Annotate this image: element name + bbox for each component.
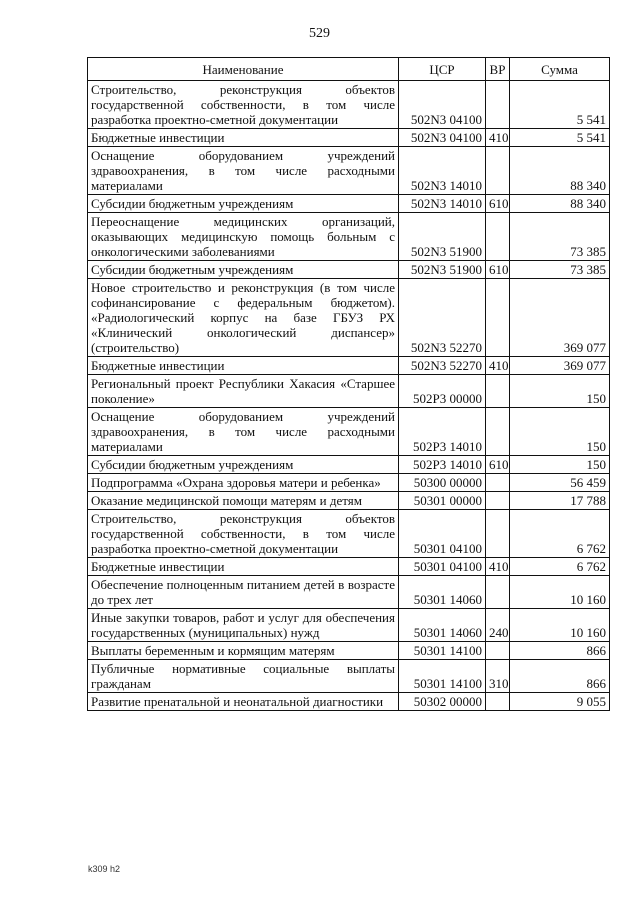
table-row bbox=[88, 81, 610, 129]
cell-vr bbox=[486, 81, 510, 129]
cell-name: Новое строительство и реконструкция (в том числе софинансирование с федеральным бюджетом). «Радиологический корпус на базе ГБУЗ РХ «Клинический онкологический диспансер» (строительство) bbox=[88, 279, 399, 357]
cell-sum: 6 762 bbox=[510, 510, 610, 558]
footer-code: k309 h2 bbox=[88, 864, 121, 874]
cell-vr: 610 bbox=[486, 261, 510, 279]
cell-csr: 50301 14060 bbox=[399, 576, 486, 609]
cell-csr: 502N3 51900 bbox=[399, 261, 486, 279]
cell-vr bbox=[486, 576, 510, 609]
cell-name: Строительство, реконструкция объектов государственной собственности, в том числе разработка проектно-сметной документации bbox=[88, 510, 399, 558]
cell-name: Субсидии бюджетным учреждениям bbox=[88, 261, 399, 279]
cell-csr: 50300 00000 bbox=[399, 474, 486, 492]
cell-csr: 50301 14100 bbox=[399, 660, 486, 693]
cell-vr bbox=[486, 213, 510, 261]
table-row bbox=[88, 456, 610, 474]
cell-csr: 502N3 04100 bbox=[399, 81, 486, 129]
table-row bbox=[88, 693, 610, 711]
header-csr: ЦСР bbox=[399, 58, 486, 81]
cell-vr bbox=[486, 375, 510, 408]
cell-name: Региональный проект Республики Хакасия «Старшее поколение» bbox=[88, 375, 399, 408]
table-row bbox=[88, 576, 610, 609]
table-row bbox=[88, 129, 610, 147]
cell-name: Бюджетные инвестиции bbox=[88, 558, 399, 576]
cell-csr: 502N3 14010 bbox=[399, 195, 486, 213]
table-row bbox=[88, 195, 610, 213]
cell-name: Публичные нормативные социальные выплаты гражданам bbox=[88, 660, 399, 693]
cell-name: Субсидии бюджетным учреждениям bbox=[88, 195, 399, 213]
cell-name: Подпрограмма «Охрана здоровья матери и ребенка» bbox=[88, 474, 399, 492]
cell-csr: 50301 14060 bbox=[399, 609, 486, 642]
table-row bbox=[88, 408, 610, 456]
table-header-row bbox=[88, 58, 610, 81]
cell-name: Выплаты беременным и кормящим матерям bbox=[88, 642, 399, 660]
header-name: Наименование bbox=[88, 58, 399, 81]
table-row bbox=[88, 642, 610, 660]
cell-sum: 150 bbox=[510, 375, 610, 408]
cell-vr bbox=[486, 693, 510, 711]
cell-name: Субсидии бюджетным учреждениям bbox=[88, 456, 399, 474]
cell-name: Обеспечение полноценным питанием детей в возрасте до трех лет bbox=[88, 576, 399, 609]
table-row bbox=[88, 279, 610, 357]
cell-csr: 50301 00000 bbox=[399, 492, 486, 510]
cell-vr: 610 bbox=[486, 195, 510, 213]
cell-csr: 502N3 52270 bbox=[399, 279, 486, 357]
cell-csr: 502N3 51900 bbox=[399, 213, 486, 261]
cell-sum: 369 077 bbox=[510, 357, 610, 375]
cell-vr bbox=[486, 642, 510, 660]
cell-vr bbox=[486, 279, 510, 357]
cell-name: Оснащение оборудованием учреждений здравоохранения, в том числе расходными материалами bbox=[88, 147, 399, 195]
cell-sum: 10 160 bbox=[510, 576, 610, 609]
cell-sum: 6 762 bbox=[510, 558, 610, 576]
cell-sum: 5 541 bbox=[510, 81, 610, 129]
cell-sum: 88 340 bbox=[510, 147, 610, 195]
cell-sum: 9 055 bbox=[510, 693, 610, 711]
cell-sum: 56 459 bbox=[510, 474, 610, 492]
cell-name: Строительство, реконструкция объектов государственной собственности, в том числе разработка проектно-сметной документации bbox=[88, 81, 399, 129]
cell-csr: 502P3 14010 bbox=[399, 456, 486, 474]
cell-vr bbox=[486, 147, 510, 195]
table-row bbox=[88, 357, 610, 375]
cell-name: Иные закупки товаров, работ и услуг для обеспечения государственных (муниципальных) нужд bbox=[88, 609, 399, 642]
cell-csr: 502N3 04100 bbox=[399, 129, 486, 147]
cell-name: Бюджетные инвестиции bbox=[88, 129, 399, 147]
cell-csr: 50301 04100 bbox=[399, 510, 486, 558]
cell-csr: 50301 14100 bbox=[399, 642, 486, 660]
cell-sum: 866 bbox=[510, 660, 610, 693]
cell-vr bbox=[486, 492, 510, 510]
header-sum: Сумма bbox=[510, 58, 610, 81]
cell-csr: 502P3 14010 bbox=[399, 408, 486, 456]
cell-sum: 150 bbox=[510, 408, 610, 456]
table-body bbox=[88, 81, 610, 711]
cell-vr: 410 bbox=[486, 558, 510, 576]
table-row bbox=[88, 609, 610, 642]
table-row bbox=[88, 474, 610, 492]
cell-sum: 369 077 bbox=[510, 279, 610, 357]
cell-csr: 502N3 14010 bbox=[399, 147, 486, 195]
cell-vr: 410 bbox=[486, 357, 510, 375]
cell-csr: 502P3 00000 bbox=[399, 375, 486, 408]
cell-vr bbox=[486, 408, 510, 456]
cell-vr bbox=[486, 510, 510, 558]
cell-vr bbox=[486, 474, 510, 492]
cell-vr: 410 bbox=[486, 129, 510, 147]
budget-table bbox=[87, 57, 610, 711]
cell-name: Бюджетные инвестиции bbox=[88, 357, 399, 375]
table-row bbox=[88, 375, 610, 408]
table-row bbox=[88, 147, 610, 195]
cell-sum: 5 541 bbox=[510, 129, 610, 147]
cell-vr: 610 bbox=[486, 456, 510, 474]
cell-sum: 73 385 bbox=[510, 213, 610, 261]
cell-vr: 240 bbox=[486, 609, 510, 642]
cell-vr: 310 bbox=[486, 660, 510, 693]
cell-sum: 150 bbox=[510, 456, 610, 474]
cell-sum: 17 788 bbox=[510, 492, 610, 510]
cell-sum: 866 bbox=[510, 642, 610, 660]
cell-name: Оснащение оборудованием учреждений здравоохранения, в том числе расходными материалами bbox=[88, 408, 399, 456]
cell-csr: 50301 04100 bbox=[399, 558, 486, 576]
cell-csr: 502N3 52270 bbox=[399, 357, 486, 375]
cell-name: Переоснащение медицинских организаций, оказывающих медицинскую помощь больным с онкологическими заболеваниями bbox=[88, 213, 399, 261]
table-row bbox=[88, 558, 610, 576]
table-row bbox=[88, 261, 610, 279]
cell-name: Оказание медицинской помощи матерям и детям bbox=[88, 492, 399, 510]
cell-csr: 50302 00000 bbox=[399, 693, 486, 711]
table-row bbox=[88, 510, 610, 558]
table-row bbox=[88, 660, 610, 693]
table-row bbox=[88, 213, 610, 261]
cell-sum: 73 385 bbox=[510, 261, 610, 279]
page-number: 529 bbox=[309, 26, 330, 41]
cell-sum: 88 340 bbox=[510, 195, 610, 213]
cell-name: Развитие пренатальной и неонатальной диагностики bbox=[88, 693, 399, 711]
cell-sum: 10 160 bbox=[510, 609, 610, 642]
header-vr: ВР bbox=[486, 58, 510, 81]
table-row bbox=[88, 492, 610, 510]
